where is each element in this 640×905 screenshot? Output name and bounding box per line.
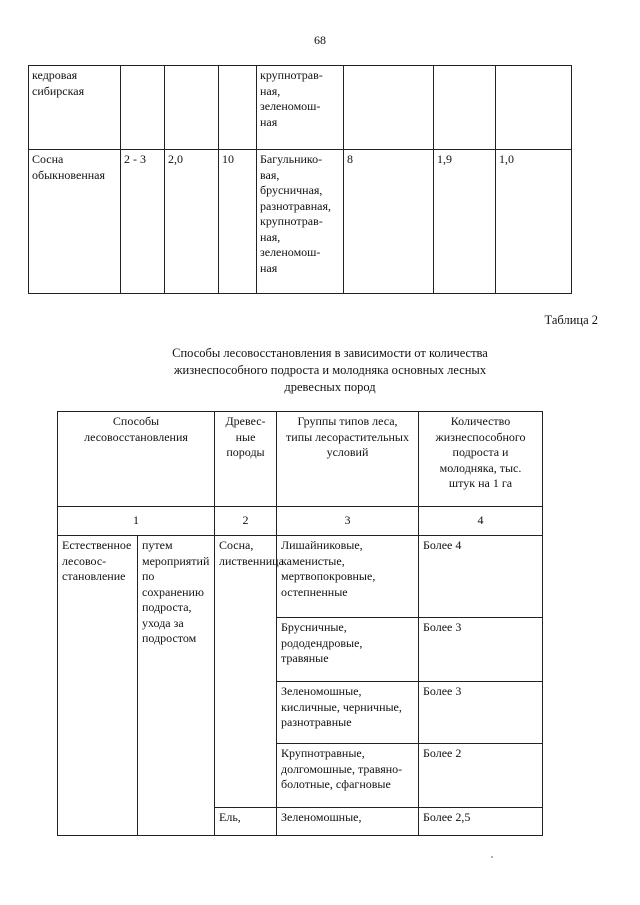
forest-type-cell: Зеленомошные, кисличные, черничные, разнотравные: [277, 682, 419, 744]
species-cell: Ель,: [215, 808, 277, 836]
column-number: 2: [215, 507, 277, 536]
forest-type-cell: Багульнико- вая, брусничная, разнотравная, крупнотрав- ная, зеленомош- ная: [257, 150, 344, 294]
table-row: [29, 66, 572, 150]
table-cell: 2,0: [165, 150, 219, 294]
column-header: Древес- ные породы: [215, 412, 277, 507]
table-cell: [496, 66, 572, 150]
table-row: [29, 150, 572, 294]
column-number: 3: [277, 507, 419, 536]
column-header: Способы лесовосстановления: [58, 412, 215, 507]
table-cell: [121, 66, 165, 150]
forest-type-cell: крупнотрав- ная, зеленомош- ная: [257, 66, 344, 150]
forest-type-cell: Крупнотравные, долгомошные, травяно- болотные, сфагновые: [277, 744, 419, 808]
method-cell: Естественное лесовос- становление: [58, 536, 138, 836]
table-cell: [165, 66, 219, 150]
table-cell: 1,9: [434, 150, 496, 294]
scan-speck: [491, 856, 493, 858]
amount-cell: Более 3: [419, 618, 543, 682]
table-title: Способы лесовосстановления в зависимости от количества жизнеспособного подроста и молодняка основных лесных древесных пород: [172, 346, 488, 394]
table-header-row: [58, 412, 543, 507]
column-number-row: [58, 507, 543, 536]
table-cell: 10: [219, 150, 257, 294]
reforestation-methods-table: [57, 411, 543, 836]
table-cell: 1,0: [496, 150, 572, 294]
amount-cell: Более 2: [419, 744, 543, 808]
column-number: 1: [58, 507, 215, 536]
table-cell: 2 - 3: [121, 150, 165, 294]
table-caption: Таблица 2: [544, 313, 598, 327]
table-row: [58, 536, 543, 618]
forest-type-cell: Брусничные, рододендровые, травяные: [277, 618, 419, 682]
forest-type-cell: Лишайниковые, каменистые, мертвопокровные, остепненные: [277, 536, 419, 618]
column-header: Группы типов леса, типы лесорастительных условий: [277, 412, 419, 507]
table-cell: [434, 66, 496, 150]
forest-type-cell: Зеленомошные,: [277, 808, 419, 836]
species-cell: кедровая сибирская: [29, 66, 121, 150]
amount-cell: Более 3: [419, 682, 543, 744]
table-cell: [219, 66, 257, 150]
species-cell: Сосна обыкновенная: [29, 150, 121, 294]
measure-cell: путем мероприятий по сохранению подроста, ухода за подростом: [138, 536, 215, 836]
page-number: 68: [314, 33, 326, 47]
column-number: 4: [419, 507, 543, 536]
table-cell: [344, 66, 434, 150]
species-cell: Сосна, лиственница: [215, 536, 277, 808]
species-table-continued: [28, 65, 572, 294]
column-header: Количество жизнеспособного подроста и молодняка, тыс. штук на 1 га: [419, 412, 543, 507]
amount-cell: Более 4: [419, 536, 543, 618]
table-cell: 8: [344, 150, 434, 294]
amount-cell: Более 2,5: [419, 808, 543, 836]
